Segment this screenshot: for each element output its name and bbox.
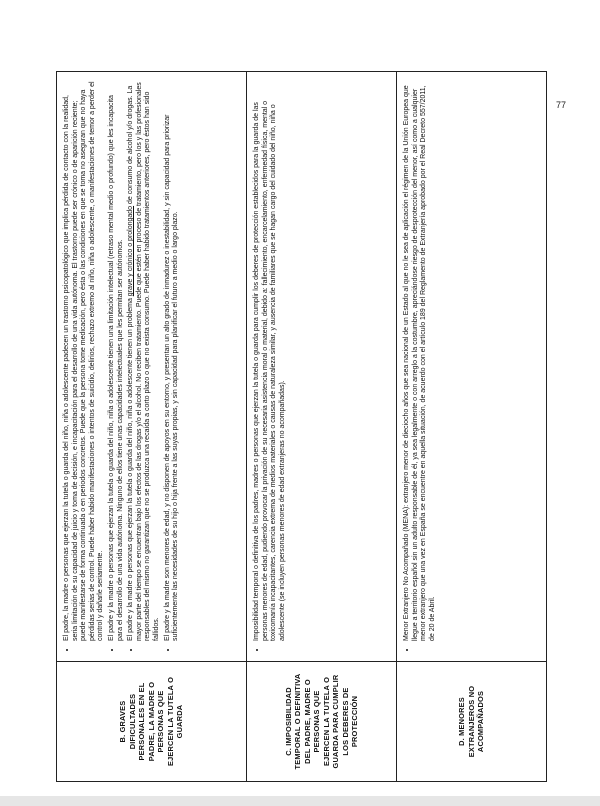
bottom-scroll-bar [0,796,600,806]
list-item: • El padre y la madre o personas que ejerzan la tutela o guarda del niño, niña o adolescente tienen una limitación intelectual (retraso mental medio o profundo) que les incapacita para el desarrollo de una vida autónoma. Ninguno de ellos tiene unas capacidades intelectuales que les permitan ser autónomos. [108,80,125,641]
table-row [247,72,397,782]
list-item: • El padre y la madre son menores de edad, y no disponen de apoyos en su entorno, y presentan un alto grado de inmadurez o inestabilidad, y sin capacidad para priorizar suficientemente las necesidades de su hijo o hija frente a las suyas propias, y sin capacidad para planificar el futuro a medio o largo plazo. [164,80,181,641]
table-row [397,72,547,782]
list-item: • Menor Extranjero No Acompañado (MENA): extranjero menor de dieciocho años que sea nacional de un Estado al que no le sea de aplicación el régimen de la Unión Europea que llegue a territorio español sin un adulto responsable de él, ya sea legalmente o con arreglo a la costumbre, apreciándose riesgo de desprotección del menor, así como a cualquier menor extranjero que una vez en España se encuentre en aquella situación, de acuerdo con el artículo 189 del Reglamento de Extranjería aprobado por el Real Decreto 557/2011, de 20 de Abril. [403,80,437,641]
row-label-b: B. GRAVES DIFICULTADES PERSONALES EN EL PADRE, LA MADRE O PERSONAS QUE EJERCEN LA TUTELA O GUARDA [57,662,247,782]
row-label-c: C. IMPOSIBILIDAD TEMPORAL O DEFINITIVA DEL PADRE, MADRE O PERSONAS QUE EJERCEN LA TUTELA O GUARDA PARA CUMPLIR LOS DEBERES DE PROTECCIÓN [247,662,397,782]
underlined-phrase: grave y crónico o prolongado [127,205,135,297]
row-content-b [57,72,247,662]
row-content-d [397,72,547,662]
rotated-table-wrapper [56,72,546,782]
row-content-c [247,72,397,662]
table-row [57,72,247,782]
list-item: • El padre, la madre o personas que ejerzan la tutela o guarda del niño, niña o adolescente padecen un trastorno psicopatológico que implica pérdida de contacto con la realidad, seria limitación de su capacidad de juicio y toma de decisión, e incapacitación para el desarrollo de una vida autónoma. El trastorno puede ser crónico o de aparición reciente; puede manifestarse de forma continuada o en periodos concretos. Puede que la persona tome medicación, pero ésta o las condiciones en que se toma no aseguran que no haya pérdidas serias de control. Puede haber habido manifestaciones o intentos de suicidio, delirios, rechazo extremo al niño, niña o adolescente, o manifestaciones de temor a perder el control y dañarle seriamente. [63,80,106,641]
row-label-d: D. MENORES EXTRANJEROS NO ACOMPAÑADOS [397,662,547,782]
list-item: • Imposibilidad temporal o definitiva de los padres, madres o personas que ejerzan la tutela o guarda para cumplir los deberes de protección establecidos para la guarda de las personas menores de edad, pudiendo provocar la privación de su necesaria asistencia moral o material, debido a: fallecimiento, encarcelamiento, enfermedad física, mental o toxicomanía incapacitantes, carencia extrema de medios materiales o causas de naturaleza similar, y ausencia de familiares que se hagan cargo del cuidado del niño, niña o adolescente (se incluyen personas menores de edad extranjeras no acompañadas). [253,80,287,641]
list-item: • El padre y la madre o personas que ejerzan la tutela o guarda del niño, niña o adolescente tienen un problema grave y crónico o prolongado de consumo de alcohol y/o drogas. La mayor parte del tiempo se encuentran bajo los efectos de las drogas y/o el alcohol. No reciben tratamiento. Puede que estén en proceso de tratamiento, pero los y las profesionales responsables del mismo no garantizan que no se produzca una recaída a corto plazo o que no exista consumo. Puede haber habido tratamientos anteriores, pero éstos han sido fallidos. [127,80,161,641]
risk-criteria-table [56,71,547,782]
page-number: 77 [556,100,567,110]
